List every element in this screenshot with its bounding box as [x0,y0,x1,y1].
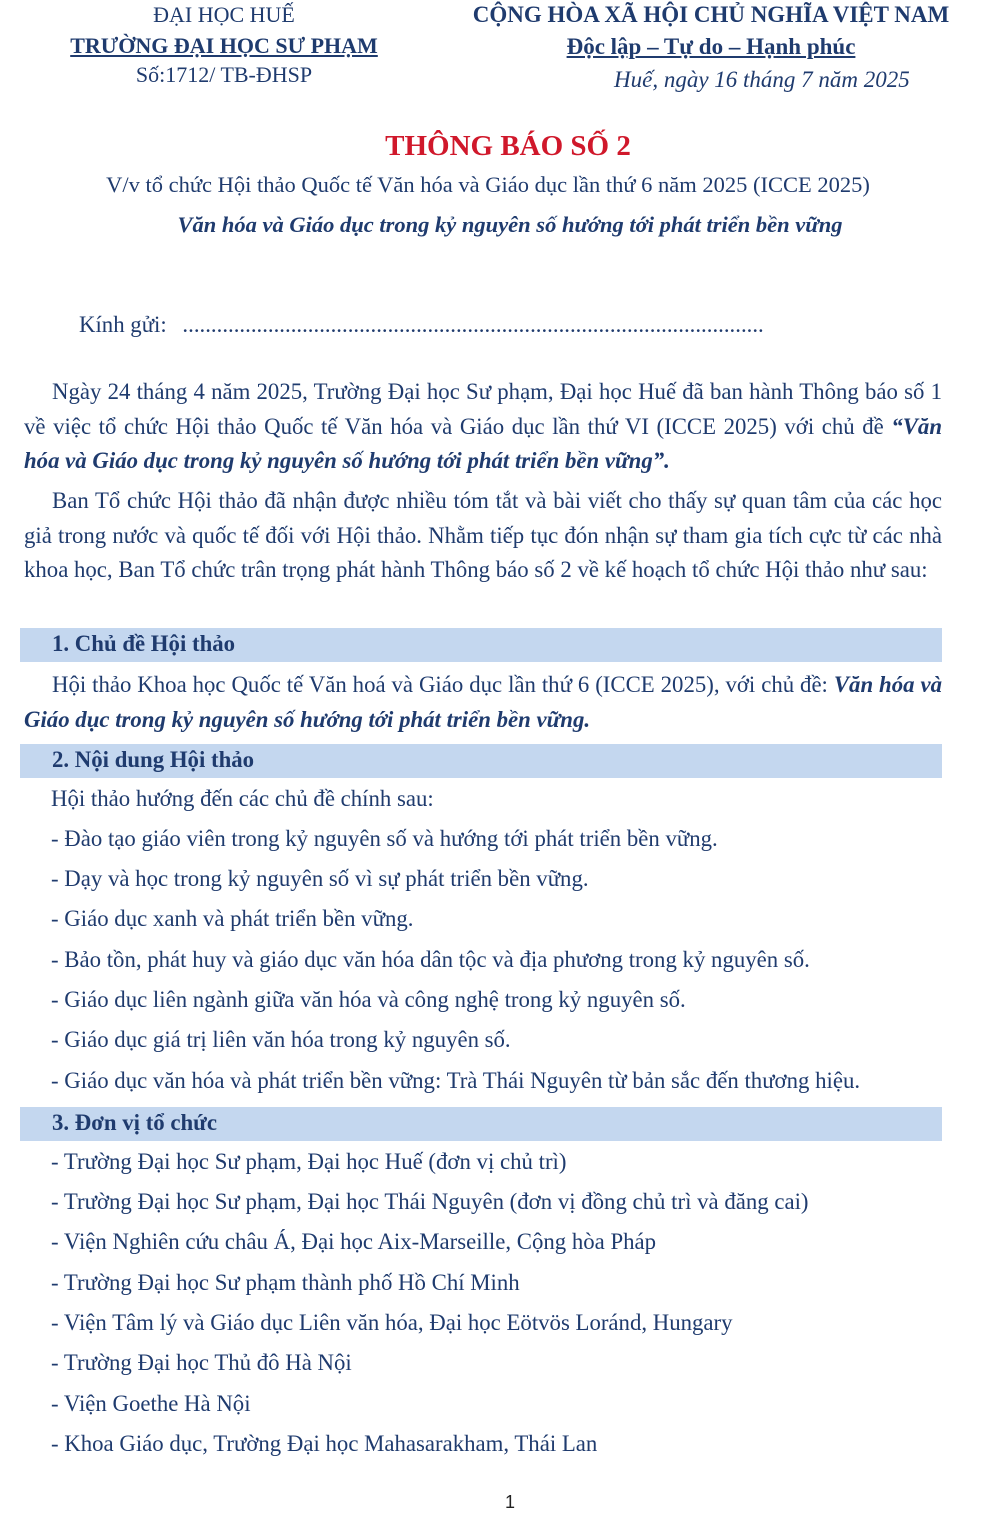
intro-paragraph-1 [24,375,942,479]
section-1-text: Hội thảo Khoa học Quốc tế Văn hoá và Giáo dục lần thứ 6 (ICCE 2025), với chủ đề: [52,672,834,697]
list-item: - Viện Tâm lý và Giáo dục Liên văn hóa, Đại học Eötvös Loránd, Hungary [51,1310,733,1335]
list-item: - Viện Goethe Hà Nội [51,1391,251,1416]
document-date: Huế, ngày 16 tháng 7 năm 2025 [614,67,910,92]
section-2-band [20,744,942,778]
page-title: THÔNG BÁO SỐ 2 [385,130,631,162]
recipient-line [79,312,764,338]
section-2-heading: 2. Nội dung Hội thảo [52,747,255,772]
list-item: - Trường Đại học Sư phạm thành phố Hồ Chí Minh [51,1270,520,1295]
list-item: - Viện Nghiên cứu châu Á, Đại học Aix-Marseille, Cộng hòa Pháp [51,1229,657,1254]
section-2-intro: Hội thảo hướng đến các chủ đề chính sau: [51,786,434,811]
header-org: ĐẠI HỌC HUẾ [153,2,295,27]
page-number: 1 [504,1492,515,1512]
recipient-label: Kính gửi: [79,312,167,337]
header-school: TRƯỜNG ĐẠI HỌC SƯ PHẠM [70,33,378,58]
section-1-heading: 1. Chủ đề Hội thảo [52,631,236,656]
list-item: - Bảo tồn, phát huy và giáo dục văn hóa dân tộc và địa phương trong kỷ nguyên số. [51,947,810,972]
document-subject: V/v tổ chức Hội thảo Quốc tế Văn hóa và Giáo dục lần thứ 6 năm 2025 (ICCE 2025) [106,172,870,197]
list-item: - Dạy và học trong kỷ nguyên số vì sự phát triển bền vững. [51,866,589,891]
document-theme: Văn hóa và Giáo dục trong kỷ nguyên số hướng tới phát triển bền vững [177,212,843,237]
section-3-band [20,1107,942,1141]
list-item: - Giáo dục giá trị liên văn hóa trong kỷ nguyên số. [51,1027,511,1052]
header-motto: Độc lập – Tự do – Hạnh phúc [566,34,856,59]
section-1-paragraph [24,668,942,737]
document-number: Số:1712/ TB-ĐHSP [135,62,313,87]
section-3-heading: 3. Đơn vị tổ chức [52,1110,217,1135]
list-item: - Trường Đại học Thủ đô Hà Nội [51,1350,352,1375]
section-1-band [20,628,942,662]
list-item: - Trường Đại học Sư phạm, Đại học Huế (đơn vị chủ trì) [51,1149,567,1174]
intro-paragraph-2: Ban Tổ chức Hội thảo đã nhận được nhiều tóm tắt và bài viết cho thấy sự quan tâm của các học giả trong nước và quốc tế đối với Hội thảo. Nhằm tiếp tục đón nhận sự tham gia tích cực từ các nhà khoa học, Ban Tổ chức trân trọng phát hành Thông báo số 2 về kế hoạch tổ chức Hội thảo như sau: [24,488,942,582]
list-item: - Giáo dục văn hóa và phát triển bền vững: Trà Thái Nguyên từ bản sắc đến thương hiệu. [51,1068,861,1093]
intro-p1-text: Ngày 24 tháng 4 năm 2025, Trường Đại học Sư phạm, Đại học Huế đã ban hành Thông báo số 1 về việc tổ chức Hội thảo Quốc tế Văn hóa và Giáo dục lần thứ VI (ICCE 2025) với chủ đề [24,379,942,439]
section-1-emphasis: Văn hóa và Giáo dục trong kỷ nguyên số hướng tới phát triển bền vững. [24,672,942,732]
list-item: - Đào tạo giáo viên trong kỷ nguyên số và hướng tới phát triển bền vững. [51,826,718,851]
list-item: - Giáo dục liên ngành giữa văn hóa và công nghệ trong kỷ nguyên số. [51,987,686,1012]
list-item: - Khoa Giáo dục, Trường Đại học Mahasarakham, Thái Lan [51,1431,598,1456]
list-item: - Trường Đại học Sư phạm, Đại học Thái Nguyên (đơn vị đồng chủ trì và đăng cai) [51,1189,809,1214]
intro-p1-emphasis: “Văn hóa và Giáo dục trong kỷ nguyên số hướng tới phát triển bền vững”. [24,413,942,473]
list-item: - Giáo dục xanh và phát triển bền vững. [51,906,414,931]
header-nation: CỘNG HÒA XÃ HỘI CHỦ NGHĨA VIỆT NAM [472,2,950,27]
recipient-dots: ...................................................................................................... [182,312,764,337]
